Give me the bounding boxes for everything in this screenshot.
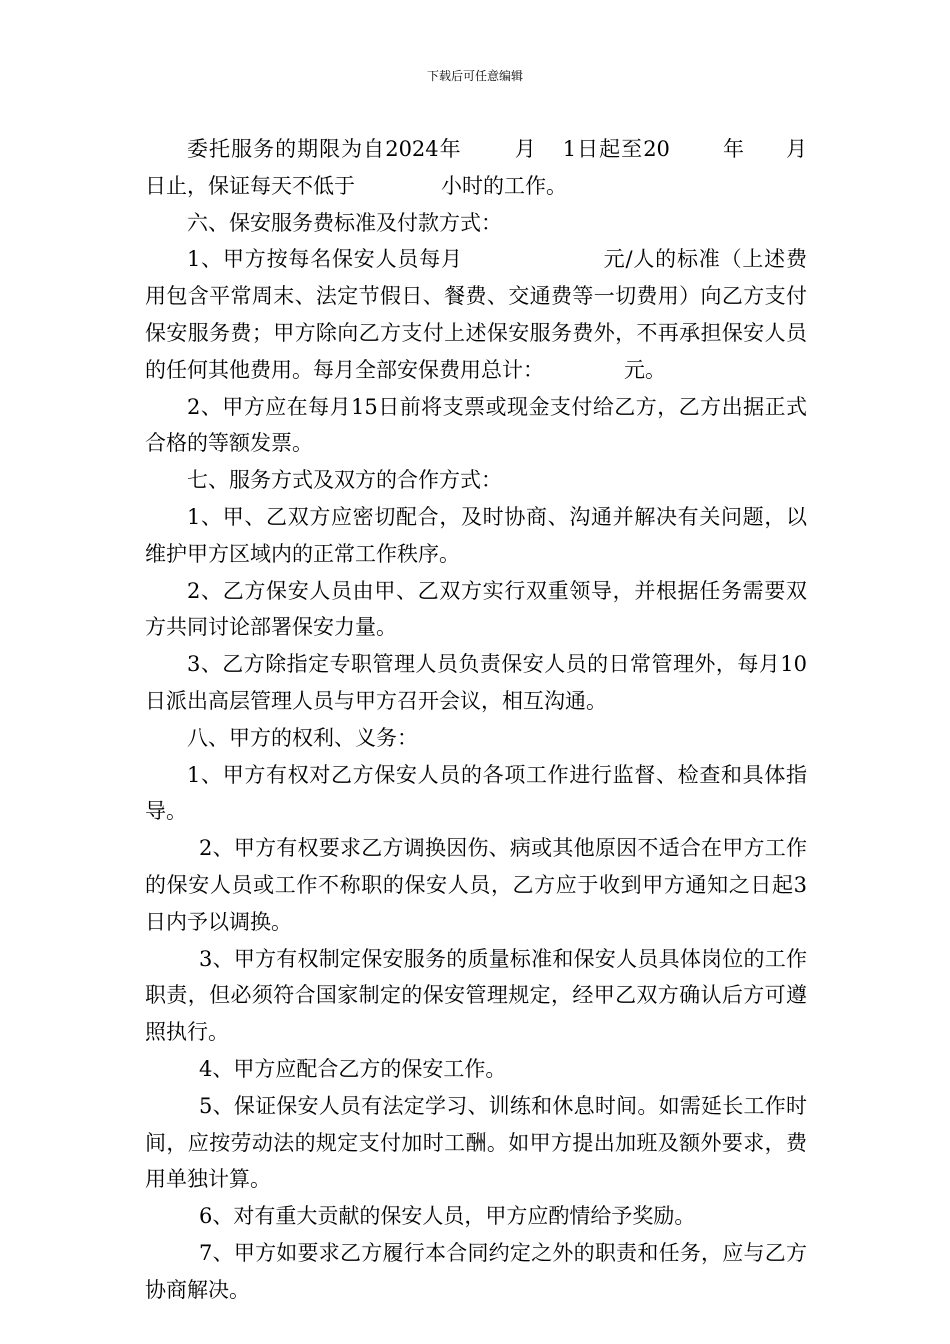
term-text-day-until: 1日起至20 bbox=[562, 137, 670, 161]
paragraph-rights-1: 1、甲方有权对乙方保安人员的各项工作进行监督、检查和具体指导。 bbox=[145, 762, 807, 824]
term-text-year: 年 bbox=[721, 137, 745, 161]
paragraph-cooperation-3: 3、乙方除指定专职管理人员负责保安人员的日常管理外，每月10日派出高层管理人员与甲方召开会议，相互沟通。 bbox=[145, 652, 807, 713]
paragraph-service-term bbox=[145, 131, 807, 205]
fee-text-middle: 元/人的标准（上述费用包含平常周末、法定节假日、餐费、交通费等一切费用）向乙方支付保安服务费；甲方除向乙方支付上述保安服务费外，不再承担保安人员的任何其他费用。每月全部安保费用总计： bbox=[145, 247, 807, 382]
paragraph-rights-5: 5、保证保安人员有法定学习、训练和休息时间。如需延长工作时间，应按劳动法的规定支付加时工酬。如甲方提出加班及额外要求，费用单独计算。 bbox=[145, 1093, 807, 1192]
paragraph-cooperation-2: 2、乙方保安人员由甲、乙双方实行双重领导，并根据任务需要双方共同讨论部署保安力量。 bbox=[145, 578, 807, 640]
paragraph-fee-standard bbox=[145, 241, 807, 388]
paragraph-rights-3: 3、甲方有权制定保安服务的质量标准和保安人员具体岗位的工作职责，但必须符合国家制定的保安管理规定，经甲乙双方确认后方可遵照执行。 bbox=[145, 946, 807, 1045]
paragraph-rights-4: 4、甲方应配合乙方的保安工作。 bbox=[199, 1056, 507, 1081]
paragraph-cooperation-1: 1、甲、乙双方应密切配合，及时协商、沟通并解决有关问题，以维护甲方区域内的正常工作秩序。 bbox=[145, 504, 807, 566]
term-text-hours: 月日止，保证每天不低于 bbox=[145, 137, 808, 198]
section-heading-party-a-rights: 八、甲方的权利、义务： bbox=[187, 725, 418, 750]
fee-text-start: 1、甲方按每名保安人员每月 bbox=[187, 247, 463, 272]
fee-text-end: 元。 bbox=[624, 357, 666, 382]
paragraph-payment-date: 2、甲方应在每月15日前将支票或现金支付给乙方，乙方出据正式合格的等额发票。 bbox=[145, 394, 807, 456]
paragraph-rights-7: 7、甲方如要求乙方履行本合同约定之外的职责和任务，应与乙方协商解决。 bbox=[145, 1240, 807, 1302]
page-header: 下载后可任意编辑 bbox=[426, 69, 523, 83]
term-text-start: 委托服务的期限为自2024年 bbox=[187, 137, 462, 161]
document-body bbox=[145, 131, 807, 1309]
term-text-month: 月 bbox=[513, 137, 537, 161]
paragraph-rights-2: 2、甲方有权要求乙方调换因伤、病或其他原因不适合在甲方工作的保安人员或工作不称职的保安人员，乙方应于收到甲方通知之日起3日内予以调换。 bbox=[145, 836, 807, 934]
term-text-end: 小时的工作。 bbox=[441, 173, 567, 198]
section-heading-fees: 六、保安服务费标准及付款方式： bbox=[187, 210, 502, 235]
paragraph-rights-6: 6、对有重大贡献的保安人员，甲方应酌情给予奖励。 bbox=[199, 1204, 696, 1229]
section-heading-cooperation: 七、服务方式及双方的合作方式： bbox=[187, 468, 502, 493]
